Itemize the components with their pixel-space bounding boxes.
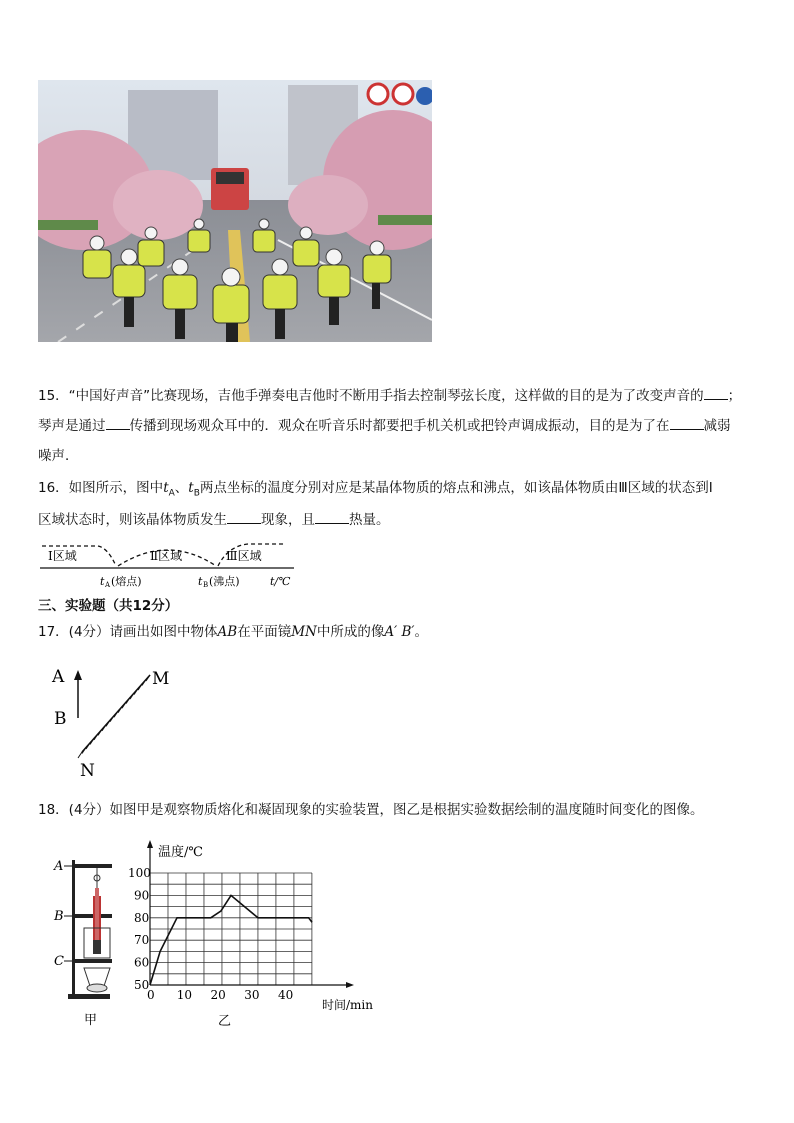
mn-symbol: MN <box>291 624 317 640</box>
region-2-label: Ⅱ区域 <box>150 549 183 563</box>
apparatus-caption: 甲 <box>84 1013 98 1028</box>
q15-text: 噪声． <box>38 448 79 464</box>
x-tick-label: 30 <box>244 988 260 1002</box>
temperature-region-diagram <box>38 538 298 590</box>
q15-text: ； <box>727 388 742 404</box>
mirror-hatching <box>78 675 150 758</box>
temperature-time-chart <box>128 838 388 1030</box>
y-tick-label: 80 <box>134 910 150 925</box>
answer-blank[interactable] <box>106 415 130 430</box>
q15-text: 传播到现场观众耳中的．观众在听音乐时都要把手机关机或把铃声调成振动，目的是为了在 <box>129 418 670 434</box>
tB-note: (沸点) <box>209 575 240 588</box>
tA-label: t <box>100 575 105 588</box>
region-3-label: Ⅲ区域 <box>226 549 262 563</box>
x-tick-label: 10 <box>176 988 193 1002</box>
chart-grid <box>150 873 312 985</box>
q17-text: 17．(4分）请画出如图中物体 <box>38 624 218 640</box>
apparatus-label-b: B <box>54 909 64 924</box>
arrow-head-icon <box>74 670 82 680</box>
question-16-line-1 <box>38 478 758 504</box>
label-m: M <box>152 669 170 689</box>
y-axis-arrow-icon <box>147 840 153 848</box>
ab-symbol: AB <box>217 624 238 640</box>
section-3-heading: 三、实验题（共12分） <box>38 598 179 614</box>
question-15-line-2 <box>38 415 758 436</box>
answer-blank[interactable] <box>670 415 704 430</box>
parade-photo <box>38 80 432 342</box>
q16-text: 现象，且 <box>261 512 315 528</box>
chart-ticks <box>128 866 293 1002</box>
x-axis-arrow-icon <box>346 982 354 988</box>
y-tick-label: 50 <box>134 978 150 992</box>
answer-blank[interactable] <box>704 385 728 400</box>
tA-subscript: A <box>168 488 175 499</box>
tB-label: t <box>198 575 203 588</box>
question-15-line-3 <box>38 446 758 466</box>
apparatus-diagram <box>48 848 123 1028</box>
tA-symbol: t <box>163 480 169 496</box>
axis-label: t/℃ <box>270 575 291 588</box>
q15-text: 琴声是通过 <box>38 418 106 434</box>
y-tick-label: 60 <box>134 955 150 970</box>
apparatus-label-a: A <box>54 859 64 874</box>
q15-text: 减弱 <box>703 418 731 434</box>
q16-text: 热量。 <box>349 512 390 528</box>
question-15-line-1 <box>38 385 758 406</box>
tB-symbol: t <box>188 480 194 496</box>
chart-x-label: 时间/min <box>322 998 373 1012</box>
chart-y-label: 温度/℃ <box>158 845 203 860</box>
answer-blank[interactable] <box>227 509 261 524</box>
mirror-diagram[interactable] <box>48 660 188 782</box>
tA-note: (熔点) <box>111 575 142 588</box>
question-17 <box>38 622 758 642</box>
question-16-line-2 <box>38 509 758 530</box>
q17-text: 。 <box>414 624 428 640</box>
image-symbol: A′ B′ <box>384 624 415 640</box>
q16-text: 两点坐标的温度分别对应是某晶体物质的熔点和沸点，如该晶体物质由Ⅲ区域的状态到Ⅰ <box>199 480 713 496</box>
q16-text: 16．如图所示，图中 <box>38 480 164 496</box>
q16-text: 区域状态时，则该晶体物质发生 <box>38 512 227 528</box>
question-18: 18．(4分）如图甲是观察物质熔化和凝固现象的实验装置，图乙是根据实验数据绘制的温度随时间变化的图像。 <box>38 802 704 818</box>
label-a: A <box>52 667 65 687</box>
region-1-label: Ⅰ区域 <box>48 549 77 563</box>
x-tick-label: 40 <box>278 988 294 1002</box>
q15-text: 15．“中国好声音”比赛现场，吉他手弹奏电吉他时不断用手指去控制琴弦长度，这样做的目的是为了改变声音的 <box>38 388 704 404</box>
x-tick-label: 20 <box>210 988 226 1002</box>
chart-axes <box>147 840 354 988</box>
q17-text: 在平面镜 <box>237 624 292 640</box>
tA-sub: A <box>105 581 111 589</box>
label-b: B <box>54 709 67 729</box>
q17-text: 中所成的像 <box>316 624 385 640</box>
apparatus-label-c: C <box>54 954 64 969</box>
label-n: N <box>80 761 95 781</box>
x-tick-label: 0 <box>147 988 155 1002</box>
tB-sub: B <box>203 581 209 589</box>
y-tick-label: 90 <box>134 888 150 903</box>
chart-caption: 乙 <box>218 1014 232 1029</box>
y-tick-label: 70 <box>134 933 150 948</box>
hatch-mark <box>78 752 82 758</box>
q16-text: 、 <box>174 480 189 496</box>
y-tick-label: 100 <box>128 866 151 880</box>
tB-subscript: B <box>193 488 200 499</box>
answer-blank[interactable] <box>315 509 349 524</box>
